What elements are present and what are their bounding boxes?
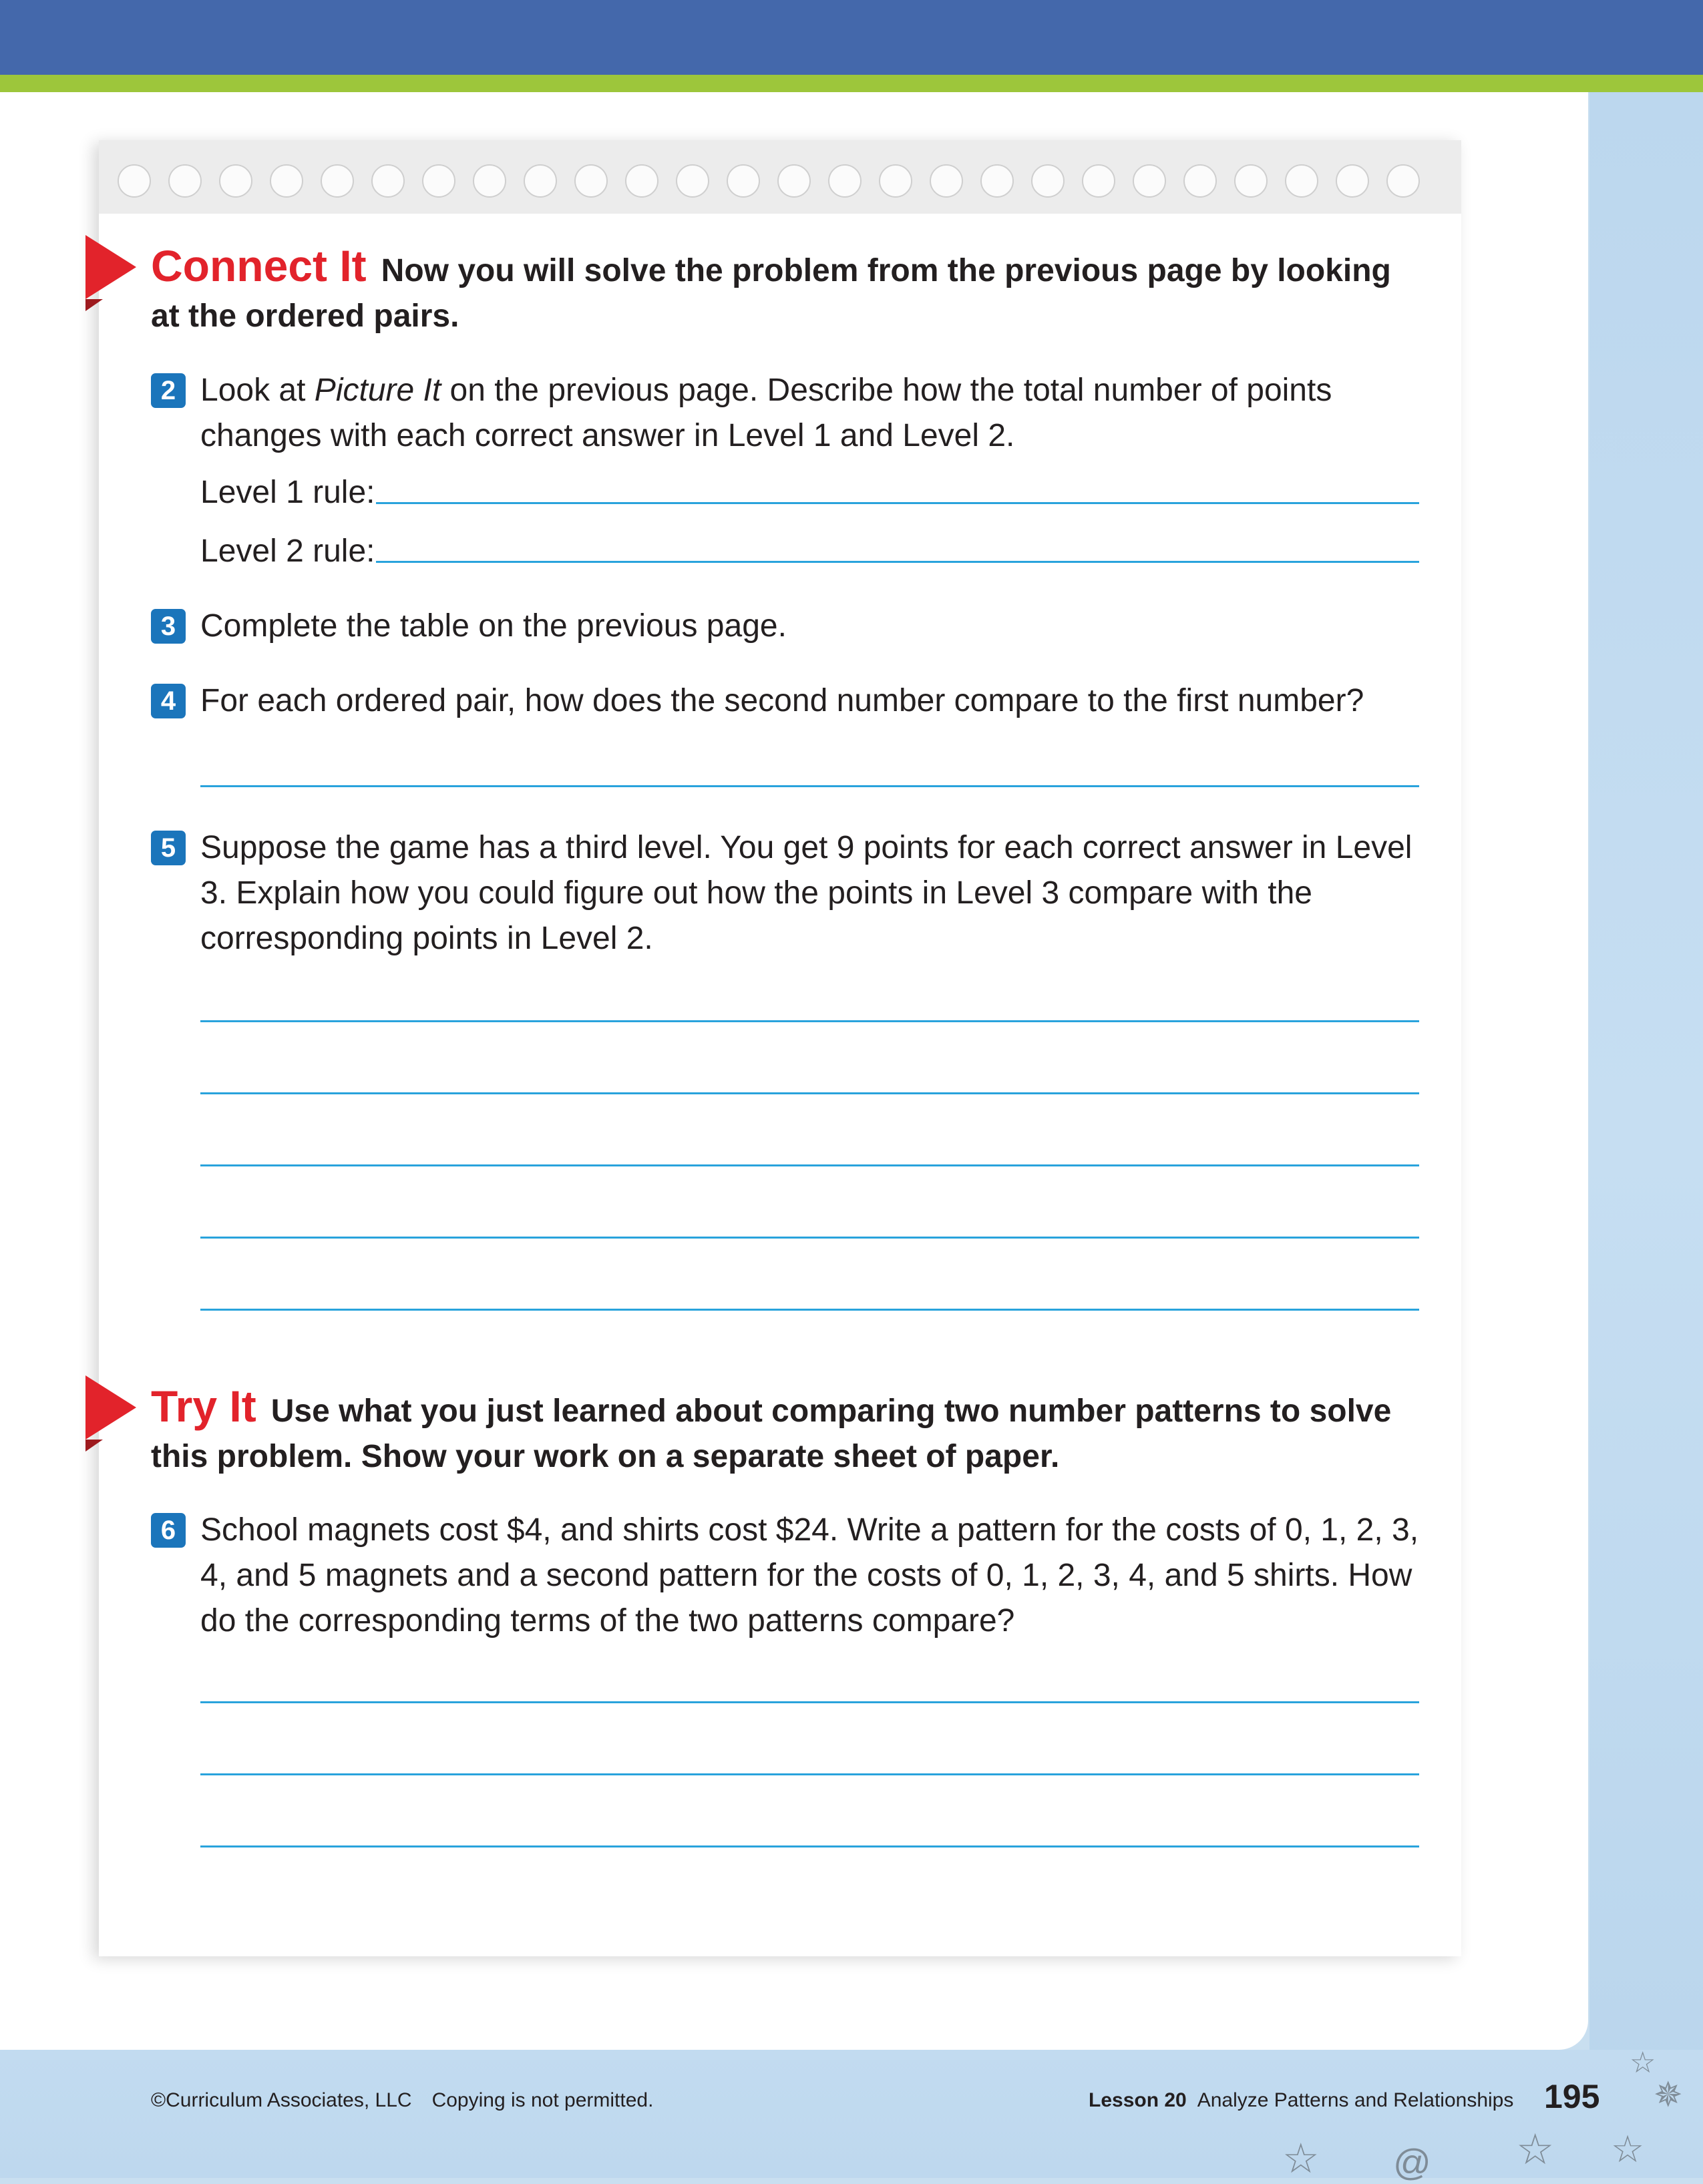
- question-5-text: Suppose the game has a third level. You get 9 points for each correct answer in Level 3. Explain how you could figure out how the points in Level 3 compare with the corresponding points in Level 2.: [200, 830, 1412, 956]
- binder-hole: [879, 164, 912, 198]
- binder-hole: [1386, 164, 1420, 198]
- binder-hole: [727, 164, 760, 198]
- footer-copyright: ©Curriculum Associates, LLC Copying is not permitted.: [151, 2089, 654, 2111]
- question-5-answer-line[interactable]: [200, 1164, 1419, 1166]
- section-flag-icon: [85, 1375, 136, 1440]
- try-it-title: Try It: [151, 1381, 256, 1431]
- page-number: 195: [1544, 2078, 1600, 2115]
- binder-hole: [1285, 164, 1318, 198]
- swirl-icon: @: [1393, 2141, 1431, 2183]
- side-background: [1589, 92, 1703, 2178]
- question-5-answer-line[interactable]: [200, 1092, 1419, 1094]
- connect-it-title: Connect It: [151, 241, 367, 290]
- binder-hole: [1183, 164, 1217, 198]
- connect-it-heading: [151, 243, 1420, 339]
- section-flag-fold: [85, 1440, 103, 1452]
- try-it-prompt: Use what you just learned about comparing two number patterns to solve this problem. Show your work on a separate sheet of paper.: [151, 1393, 1392, 1474]
- binder-hole: [118, 164, 151, 198]
- binder-hole: [930, 164, 963, 198]
- question-3-text: Complete the table on the previous page.: [200, 608, 787, 644]
- binder-hole: [1031, 164, 1065, 198]
- question-number-badge: 2: [151, 373, 186, 408]
- footer-background: [0, 2050, 1703, 2178]
- question-6-answer-line[interactable]: [200, 1845, 1419, 1847]
- binder-hole: [219, 164, 252, 198]
- binder-hole: [321, 164, 354, 198]
- question-5-answer-line[interactable]: [200, 1309, 1419, 1311]
- question-number-badge: 6: [151, 1513, 186, 1548]
- level-1-rule-label: Level 1 rule:: [200, 475, 375, 510]
- binder-holes-strip: [99, 140, 1461, 214]
- question-4-text: For each ordered pair, how does the second number compare to the first number?: [200, 683, 1364, 718]
- header-accent-strip: [0, 75, 1703, 92]
- section-flag-icon: [85, 235, 136, 299]
- question-6-text: School magnets cost $4, and shirts cost $24. Write a pattern for the costs of 0, 1, 2, 3, 4, and 5 magnets and a second pattern for the costs of 0, 1, 2, 3, 4, and 5 shirts. How do the corresponding terms of the two patterns compare?: [200, 1512, 1419, 1639]
- level-1-rule-answer-line[interactable]: [376, 502, 1419, 504]
- binder-hole: [371, 164, 405, 198]
- binder-hole: [1133, 164, 1166, 198]
- binder-hole: [625, 164, 658, 198]
- footer-lesson: [1089, 2087, 1513, 2114]
- connect-it-prompt: Now you will solve the problem from the previous page by looking at the ordered pairs.: [151, 253, 1391, 334]
- question-number-badge: 5: [151, 831, 186, 865]
- question-4-answer-line[interactable]: [200, 785, 1419, 787]
- binder-hole: [422, 164, 455, 198]
- lesson-label: Lesson 20: [1089, 2089, 1187, 2111]
- binder-hole: [980, 164, 1014, 198]
- binder-hole: [574, 164, 608, 198]
- binder-hole: [473, 164, 506, 198]
- question-6-answer-line[interactable]: [200, 1701, 1419, 1703]
- question-5-answer-line[interactable]: [200, 1237, 1419, 1239]
- star-icon: ☆: [1282, 2136, 1320, 2182]
- footer-notice: Copying is not permitted.: [431, 2089, 654, 2111]
- try-it-heading: [151, 1383, 1420, 1480]
- lesson-title: Analyze Patterns and Relationships: [1197, 2089, 1514, 2111]
- binder-hole: [1336, 164, 1369, 198]
- section-flag-fold: [85, 299, 103, 311]
- star-icon: ☆: [1611, 2128, 1645, 2170]
- star-icon: ☆: [1630, 2046, 1656, 2079]
- star-icon: ☆: [1516, 2125, 1555, 2173]
- question-5-answer-line[interactable]: [200, 1020, 1419, 1022]
- binder-hole: [524, 164, 557, 198]
- binder-hole: [1082, 164, 1115, 198]
- question-number-badge: 4: [151, 684, 186, 718]
- level-2-rule-answer-line[interactable]: [376, 561, 1419, 563]
- binder-hole: [168, 164, 202, 198]
- question-2-text: Look at Picture It on the previous page. Describe how the total number of points changes with each correct answer in Level 1 and Level 2.: [200, 373, 1332, 453]
- binder-hole: [270, 164, 303, 198]
- header-band: [0, 0, 1703, 75]
- binder-hole: [1234, 164, 1268, 198]
- binder-hole: [828, 164, 862, 198]
- question-6-answer-line[interactable]: [200, 1773, 1419, 1775]
- binder-hole: [676, 164, 709, 198]
- binder-hole: [777, 164, 811, 198]
- level-2-rule-label: Level 2 rule:: [200, 533, 375, 569]
- question-number-badge: 3: [151, 609, 186, 644]
- star-icon: ✵: [1654, 2076, 1683, 2115]
